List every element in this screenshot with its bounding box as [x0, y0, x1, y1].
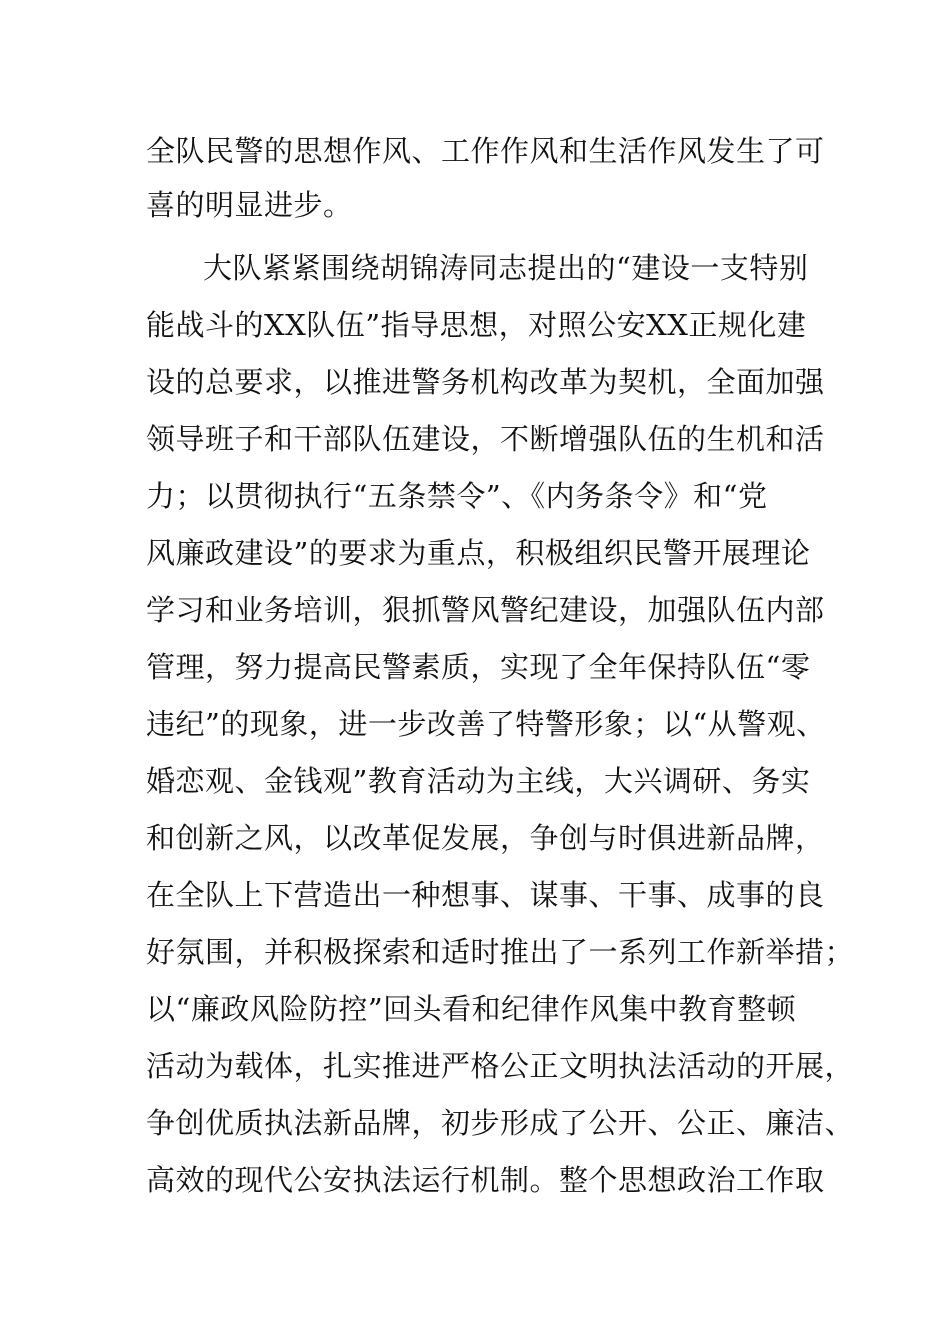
text-line-paragraph-start: 大队紧紧围绕胡锦涛同志提出的“建设一支特别: [203, 251, 809, 285]
text-line: 和创新之风，以改革促发展，争创与时俱进新品牌，: [146, 821, 825, 855]
text-line: 喜的明显进步。: [146, 188, 353, 222]
text-line: 能战斗的XX队伍”指导思想，对照公安XX正规化建: [146, 308, 807, 342]
text-line: 高效的现代公安执法运行机制。整个思想政治工作取: [146, 1163, 825, 1197]
text-line: 风廉政建设”的要求为重点，积极组织民警开展理论: [146, 536, 811, 570]
text-line: 争创优质执法新品牌，初步形成了公开、公正、廉洁、: [146, 1106, 855, 1140]
text-line: 在全队上下营造出一种想事、谋事、干事、成事的良: [146, 878, 825, 912]
text-line: 力；以贯彻执行“五条禁令”、《内务条令》和“党: [146, 479, 768, 513]
text-line: 好氛围，并积极探索和适时推出了一系列工作新举措；: [146, 935, 855, 969]
text-line: 全队民警的思想作风、工作作风和生活作风发生了可: [146, 134, 825, 168]
text-line: 婚恋观、金钱观”教育活动为主线，大兴调研、务实: [146, 764, 811, 798]
text-line: 学习和业务培训，狠抓警风警纪建设，加强队伍内部: [146, 593, 825, 627]
text-line: 违纪”的现象，进一步改善了特警形象；以“从警观、: [146, 707, 826, 741]
text-line: 管理，努力提高民警素质，实现了全年保持队伍“零: [146, 650, 811, 684]
text-line: 活动为载体，扎实推进严格公正文明执法活动的开展，: [146, 1049, 855, 1083]
text-line: 以“廉政风险防控”回头看和纪律作风集中教育整顿: [146, 992, 797, 1026]
text-line: 设的总要求，以推进警务机构改革为契机，全面加强: [146, 365, 825, 399]
text-line: 领导班子和干部队伍建设，不断增强队伍的生机和活: [146, 422, 825, 456]
